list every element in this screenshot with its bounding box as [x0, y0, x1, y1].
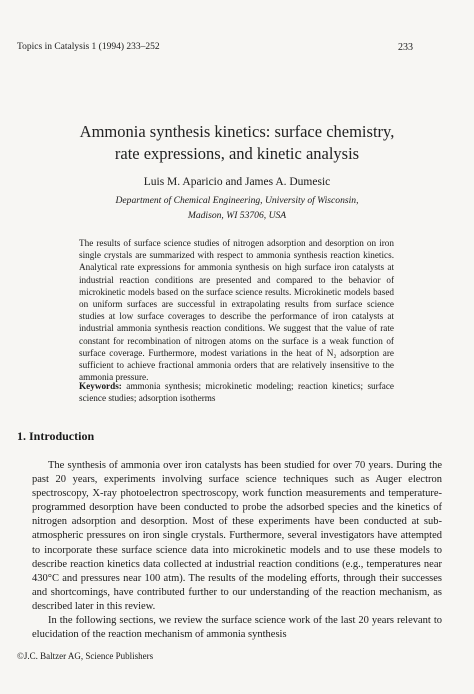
- authors: Luis M. Aparicio and James A. Dumesic: [143, 176, 331, 188]
- title-line-1: Ammonia synthesis kinetics: surface chemistry,: [79, 122, 395, 141]
- keywords-text: ammonia synthesis; microkinetic modeling; reaction kinetics; surface science studies; adsorption isotherms: [79, 381, 395, 404]
- affiliation: [40, 193, 434, 223]
- section-heading: 1. Introduction: [17, 429, 95, 443]
- journal-reference: Topics in Catalysis 1 (1994) 233–252: [17, 42, 160, 52]
- intro-paragraph-2: In the following sections, we review the surface science work of the last 20 years relevant to elucidation of the reaction mechanism of ammonia synthesis: [32, 615, 442, 641]
- keywords: [79, 380, 394, 404]
- paper-title: [40, 121, 434, 165]
- title-line-2: rate expressions, and kinetic analysis: [114, 144, 360, 163]
- keywords-label: Keywords:: [79, 381, 122, 391]
- copyright-notice: ©J.C. Baltzer AG, Science Publishers: [17, 651, 154, 661]
- intro-paragraph-1: The synthesis of ammonia over iron catalysts has been studied for over 70 years. During the past 20 years, experiments involving surface science techniques such as Auger electron spectroscopy, X-ray photoelectron spectroscopy, work function measurements and temperature-programmed desorption have been conducted to probe the adsorbed species and the kinetics of nitrogen adsorption and desorption. Most of these experiments have been conducted at sub-atmospheric pressures on iron single crystals. Furthermore, several investigators have attempted to incorporate these surface science data into microkinetic models and to use these models to describe reaction kinetics data collected at industrial reaction conditions (e.g., temperatures near 430°C and pressures near 100 atm). The results of the modeling efforts, through their successes and shortcomings, have contributed further to our understanding of the reaction mechanism, as described later in this review.: [32, 460, 442, 612]
- page-number: 233: [398, 42, 413, 53]
- affiliation-line-1: Department of Chemical Engineering, University of Wisconsin,: [115, 195, 359, 206]
- abstract: The results of surface science studies of nitrogen adsorption and desorption on iron single crystals are summarized with respect to ammonia synthesis reaction kinetics. Analytical rate expressions for ammonia synthesis on high surface iron catalysts at industrial reaction conditions are presented and compared to the behavior of microkinetic models based on the surface science results. Microkinetic models based on uniform surfaces are successful in extrapolating results from surface science studies at low surface coverages to describe the performance of iron catalysts at industrial ammonia synthesis reaction conditions. We suggest that the value of rate constant for recombination of nitrogen atoms on the surface is a weak function of surface coverage. Furthermore, modest variations in the heat of N₂ adsorption are sufficient to achieve fractional ammonia orders that are relatively insensitive to the ammonia pressure.: [79, 238, 394, 383]
- introduction-body: [32, 459, 442, 642]
- affiliation-line-2: Madison, WI 53706, USA: [187, 210, 287, 221]
